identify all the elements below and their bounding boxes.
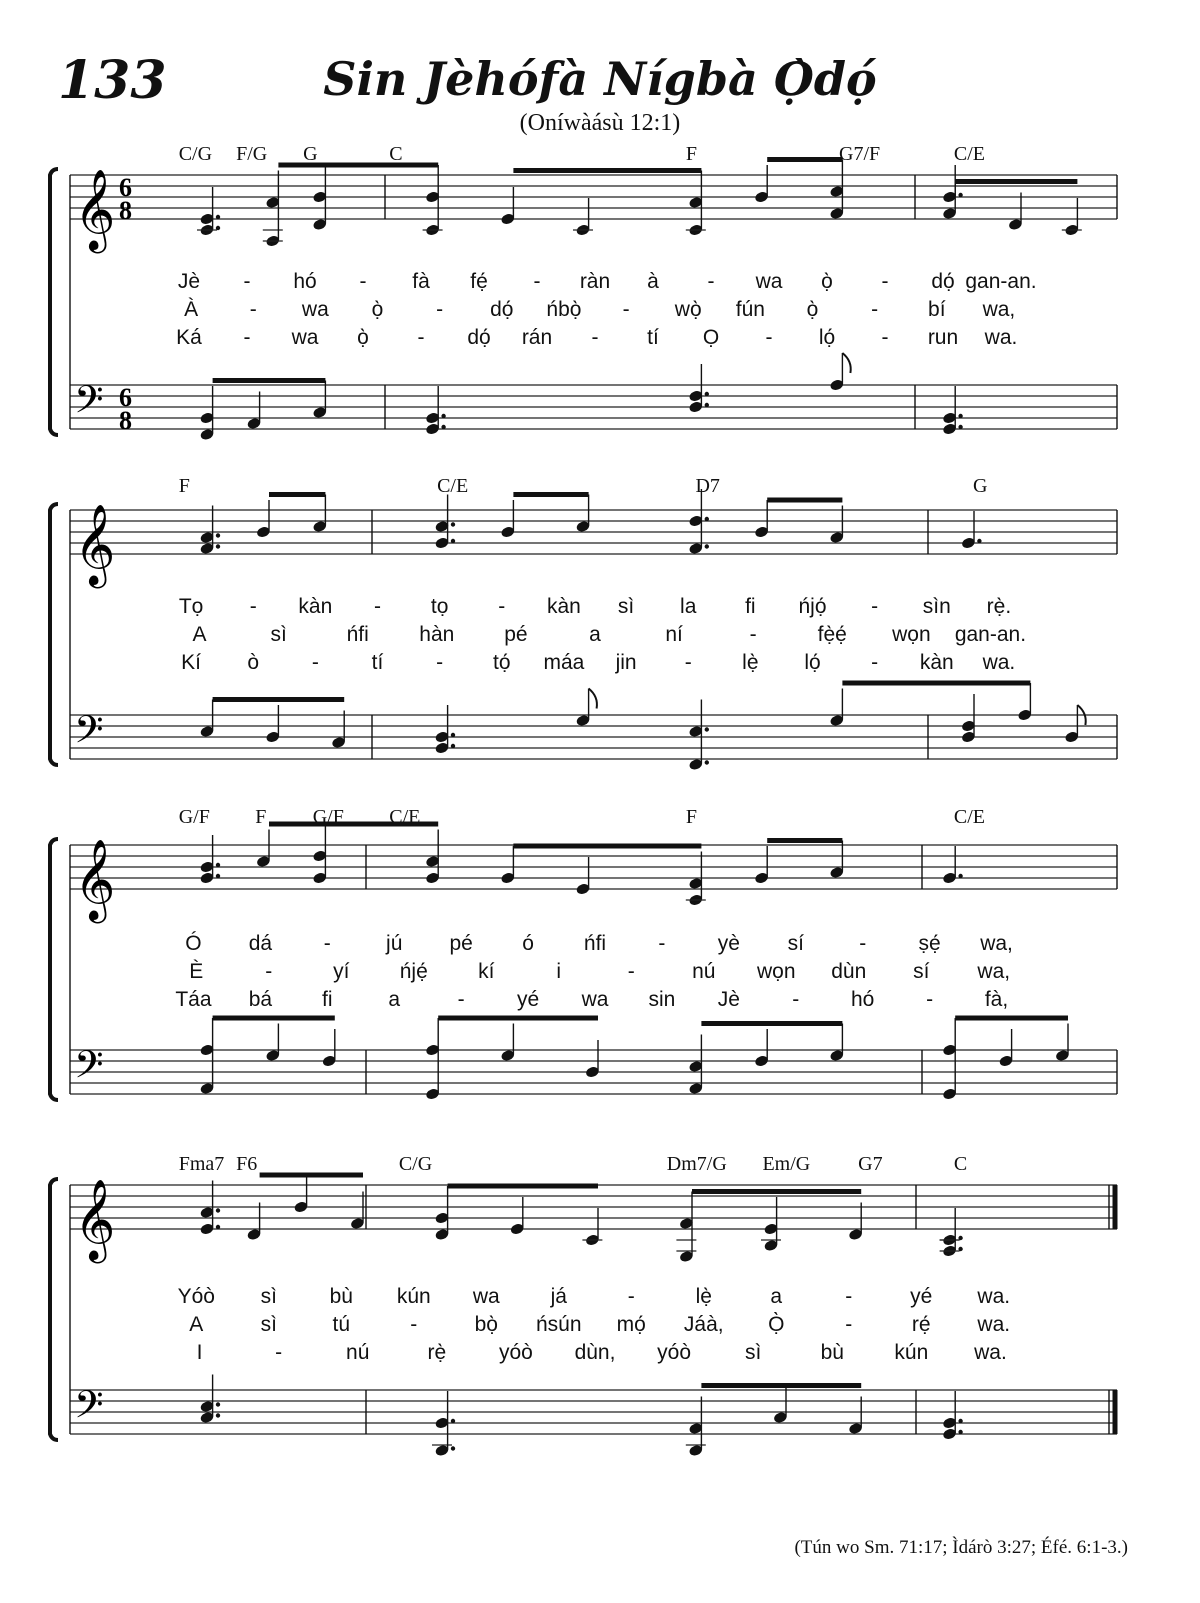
treble-note-dot (216, 533, 220, 537)
lyric-syllable: ọ̀ (371, 298, 384, 321)
lyric-syllable: - (845, 1313, 853, 1336)
bass-note-dot (705, 727, 709, 731)
bass-note-dot (441, 425, 445, 429)
lyric-syllable: yóò (657, 1341, 692, 1364)
lyric-syllable: fún (735, 298, 765, 321)
chord-symbol: G7 (858, 1153, 883, 1175)
lyric-syllable: jú (386, 932, 403, 955)
lyric-syllable: - (275, 1341, 283, 1364)
lyric-syllable: ràn (579, 270, 611, 293)
chord-symbol: C/G (398, 1153, 433, 1175)
hymn-scripture-reference: (Oníwàásù 12:1) (519, 110, 681, 136)
lyric-syllable: máa (543, 651, 585, 674)
lyric-syllable: nú (692, 960, 716, 983)
lyric-syllable: wọn (892, 623, 931, 646)
lyric-syllable: dọ́ (490, 298, 514, 321)
chord-symbol: C/E (389, 806, 421, 828)
bass-clef-icon: 𝄢 (74, 377, 104, 431)
lyric-syllable: sìn (922, 595, 951, 618)
chord-symbol: C/E (953, 143, 986, 165)
treble-note-dot (451, 522, 455, 526)
lyric-syllable: - (658, 932, 666, 955)
lyric-syllable: sì (260, 1285, 277, 1308)
lyric-syllable: tú (332, 1313, 351, 1336)
lyric-syllable: tọ́ (493, 651, 511, 674)
lyric-syllable: wa (472, 1285, 500, 1308)
system-bracket (50, 169, 58, 435)
lyric-syllable: fẹ̀ẹ́ (817, 623, 847, 646)
lyric-syllable: - (749, 623, 757, 646)
lyric-syllable: wa. (974, 1341, 1007, 1364)
lyric-syllable: wọn (756, 960, 796, 983)
lyric-syllable: ọ̀ (806, 298, 819, 321)
lyric-syllable: rẹ̀ (427, 1341, 447, 1364)
treble-note-dot (705, 517, 709, 521)
lyric-syllable: já (550, 1285, 567, 1308)
treble-note-dot (216, 1208, 220, 1212)
lyric-syllable: yè (717, 932, 740, 955)
lyric-syllable: gan-an. (954, 623, 1027, 646)
lyric-syllable: - (457, 988, 465, 1011)
lyric-syllable: rẹ̀. (986, 595, 1012, 618)
lyric-syllable: ńfi (583, 932, 607, 955)
lyric-syllable: bọ̀ (474, 1313, 498, 1336)
lyric-syllable: À (184, 298, 199, 321)
chord-symbol: G (303, 143, 318, 165)
lyric-syllable: wa. (977, 1285, 1011, 1308)
treble-clef-icon: 𝄞 (74, 1178, 116, 1260)
lyric-syllable: ó (522, 932, 534, 955)
lyric-syllable: ò (247, 651, 260, 674)
lyric-syllable: Jáà, (683, 1313, 724, 1336)
treble-clef-icon: 𝄞 (74, 168, 116, 250)
lyric-syllable: - (591, 326, 599, 349)
lyric-syllable: - (627, 960, 635, 983)
bass-note-dot (216, 1402, 220, 1406)
lyric-syllable: - (249, 595, 257, 618)
lyric-syllable: kàn (919, 651, 954, 674)
lyric-syllable: - (792, 988, 800, 1011)
lyric-syllable: - (265, 960, 273, 983)
system-bracket (50, 839, 58, 1100)
hymn-footer-references: (Tún wo Sm. 71:17; Ìdárò 3:27; Éfé. 6:1-3.) (794, 1537, 1128, 1558)
hymn-number: 133 (58, 50, 167, 111)
lyric-syllable: bù (820, 1341, 844, 1364)
bass-clef-icon: 𝄢 (74, 1042, 104, 1096)
lyric-syllable: pé (449, 932, 473, 955)
lyric-syllable: a (589, 623, 601, 646)
treble-clef-icon: 𝄞 (74, 838, 116, 920)
lyric-syllable: sì (270, 623, 287, 646)
lyric-syllable: sí (787, 932, 804, 955)
lyric-syllable: - (871, 595, 879, 618)
lyric-syllable: - (684, 651, 692, 674)
lyric-syllable: - (627, 1285, 635, 1308)
lyric-syllable: - (871, 298, 879, 321)
bass-note-dot (958, 1419, 962, 1423)
lyric-syllable: wa, (977, 960, 1011, 983)
treble-note-dot (958, 193, 962, 197)
bass-note-dot (705, 403, 709, 407)
lyric-syllable: I (196, 1341, 203, 1364)
lyric-syllable: - (436, 651, 444, 674)
chord-symbol: F (685, 806, 698, 828)
lyric-syllable: i (556, 960, 562, 983)
lyric-syllable: rẹ́ (911, 1313, 931, 1336)
lyric-syllable: - (622, 298, 630, 321)
lyric-syllable: - (249, 298, 257, 321)
lyric-syllable: Ọ (702, 326, 720, 349)
lyric-syllable: ọ̀ (357, 326, 369, 349)
lyric-syllable: ńjẹ́ (399, 960, 428, 983)
lyric-syllable: - (243, 326, 251, 349)
lyric-syllable: - (498, 595, 506, 618)
lyric-syllable: - (881, 270, 889, 293)
treble-note-dot (216, 1225, 220, 1229)
lyric-syllable: wa (755, 270, 783, 293)
lyric-syllable: Ó (185, 932, 202, 955)
treble-note-dot (216, 874, 220, 878)
lyric-syllable: - (323, 932, 331, 955)
lyric-syllable: dùn (831, 960, 867, 983)
lyric-syllable: ní (665, 623, 683, 646)
lyric-syllable: tí (647, 326, 659, 349)
lyric-syllable: dá (248, 932, 273, 955)
chord-symbol: G/F (178, 806, 210, 828)
lyric-syllable: lẹ̀ (742, 651, 759, 674)
lyric-syllable: la (680, 595, 697, 618)
lyric-syllable: Ọ̀ (768, 1313, 785, 1336)
lyric-syllable: sì (260, 1313, 277, 1336)
lyric-syllable: ọ̀ (821, 270, 833, 293)
treble-time-signature-bottom: 8 (119, 196, 132, 225)
lyric-syllable: tọ (430, 595, 449, 618)
lyric-syllable: wa, (982, 298, 1016, 321)
lyric-syllable: dùn, (574, 1341, 616, 1364)
lyric-syllable: - (926, 988, 934, 1011)
lyric-syllable: hó (293, 270, 317, 293)
lyric-syllable: - (845, 1285, 853, 1308)
lyric-syllable: ńjọ́ (798, 595, 827, 618)
lyric-syllable: sì (745, 1341, 762, 1364)
lyric-syllable: wa (291, 326, 319, 349)
chord-symbol: G (973, 475, 988, 497)
lyric-syllable: - (533, 270, 541, 293)
lyric-syllable: - (417, 326, 425, 349)
lyric-syllable: yóò (498, 1341, 533, 1364)
bass-clef-icon: 𝄢 (74, 1382, 104, 1436)
treble-note-dot (958, 874, 962, 878)
lyric-syllable: - (311, 651, 319, 674)
treble-note-dot (705, 544, 709, 548)
chord-symbol: Fma7 (178, 1153, 225, 1175)
chord-symbol: Em/G (762, 1153, 811, 1175)
bass-note-dot (216, 1413, 220, 1417)
lyric-syllable: Tọ (178, 595, 204, 618)
lyric-syllable: kún (894, 1341, 929, 1364)
bass-note-dot (705, 760, 709, 764)
bass-note-dot (958, 425, 962, 429)
treble-note-dot (216, 544, 220, 548)
lyric-syllable: A (192, 623, 207, 646)
lyric-syllable: wa. (982, 651, 1016, 674)
bass-note-flag (589, 689, 597, 709)
treble-note-dot (958, 1247, 962, 1251)
treble-clef-icon: 𝄞 (74, 503, 116, 585)
treble-note-dot (216, 863, 220, 867)
treble-note-dot (216, 226, 220, 230)
chord-symbol: C/E (437, 475, 469, 497)
lyric-syllable: ńbọ̀ (546, 298, 582, 321)
lyric-syllable: fi (745, 595, 756, 618)
lyric-syllable: bí (928, 298, 946, 321)
bass-time-signature-top: 6 (119, 383, 132, 412)
lyric-syllable: fẹ́ (470, 270, 488, 293)
bass-note-flag (842, 353, 850, 373)
lyric-syllable: wa. (977, 1313, 1011, 1336)
lyric-syllable: Táa (175, 988, 212, 1011)
lyric-syllable: fà, (984, 988, 1009, 1011)
lyric-syllable: kún (396, 1285, 431, 1308)
chord-symbol: F/G (236, 143, 268, 165)
bass-note-dot (451, 1419, 455, 1423)
lyric-syllable: sì (617, 595, 635, 618)
lyric-syllable: kí (478, 960, 495, 983)
lyric-syllable: nú (346, 1341, 370, 1364)
lyric-syllable: jin (615, 651, 637, 674)
lyric-syllable: ńsún (535, 1313, 582, 1336)
chord-symbol: C (389, 143, 403, 165)
lyric-syllable: yé (516, 988, 540, 1011)
lyric-syllable: Jè (717, 988, 740, 1011)
lyric-syllable: hàn (419, 623, 455, 646)
lyric-syllable: ṣẹ́ (918, 932, 941, 955)
treble-note-dot (216, 215, 220, 219)
chord-symbol: Dm7/G (666, 1153, 727, 1175)
lyric-syllable: sí (913, 960, 930, 983)
lyric-syllable: ńfi (346, 623, 369, 646)
lyric-syllable: - (243, 270, 251, 293)
lyric-syllable: - (374, 595, 381, 618)
lyric-syllable: Ká (176, 326, 202, 349)
lyric-syllable: fi (322, 988, 333, 1011)
lyric-syllable: wa, (980, 932, 1013, 955)
lyric-syllable: - (359, 270, 367, 293)
lyric-syllable: wa (581, 988, 609, 1011)
chord-symbol: D7 (695, 475, 720, 497)
chord-symbol: C/E (953, 806, 986, 828)
chord-symbol: G7/F (839, 143, 881, 165)
chord-symbol: F (685, 143, 698, 165)
lyric-syllable: kàn (546, 595, 581, 618)
system-bracket (50, 504, 58, 765)
chord-symbol: C (953, 1153, 968, 1175)
lyric-syllable: wa. (984, 326, 1018, 349)
lyric-syllable: wa (301, 298, 329, 321)
treble-note-dot (451, 539, 455, 543)
lyric-syllable: - (859, 932, 867, 955)
chord-symbol: G/F (312, 806, 344, 828)
bass-note-dot (451, 733, 455, 737)
lyric-syllable: sin (648, 988, 676, 1011)
bass-note-dot (451, 1446, 455, 1450)
lyric-syllable: mọ́ (616, 1313, 646, 1336)
bass-note-dot (705, 392, 709, 396)
lyric-syllable: dọ́ (467, 326, 491, 349)
chord-symbol: C/G (178, 143, 213, 165)
lyric-syllable: fà (412, 270, 430, 293)
lyric-syllable: - (881, 326, 889, 349)
bass-note-dot (451, 744, 455, 748)
bass-note-dot (958, 414, 962, 418)
lyric-syllable: lẹ̀ (695, 1285, 712, 1308)
lyric-syllable: hó (851, 988, 875, 1011)
lyric-syllable: A (189, 1313, 204, 1336)
bass-time-signature-bottom: 8 (119, 406, 132, 435)
chord-symbol: F6 (236, 1153, 258, 1175)
lyric-syllable: yí (333, 960, 350, 983)
lyric-syllable: kàn (298, 595, 333, 618)
lyric-syllable: tí (371, 651, 384, 674)
treble-time-signature-top: 6 (119, 173, 132, 202)
bass-note-dot (958, 1430, 962, 1434)
chord-symbol: F (255, 806, 267, 828)
lyric-syllable: run (927, 326, 959, 349)
lyric-syllable: Jè (177, 270, 201, 293)
lyric-syllable: È (189, 960, 204, 983)
lyric-syllable: pé (504, 623, 528, 646)
lyric-syllable: rán (521, 326, 553, 349)
hymn-title: Sin Jèhófà Nígbà Ọ̀dọ́ (323, 52, 877, 106)
bass-clef-icon: 𝄢 (74, 707, 104, 761)
lyric-syllable: wọ̀ (674, 298, 702, 321)
lyric-syllable: gan-an. (965, 270, 1037, 293)
bass-note-dot (441, 414, 445, 418)
system-bracket (50, 1179, 58, 1440)
lyric-syllable: bù (329, 1285, 353, 1308)
lyric-syllable: Kí (181, 651, 201, 674)
lyric-syllable: - (871, 651, 879, 674)
lyric-syllable: dọ́ (931, 270, 955, 293)
lyric-syllable: a (388, 988, 401, 1011)
lyric-syllable: - (707, 270, 715, 293)
lyric-syllable: Yóò (177, 1285, 215, 1308)
chord-symbol: F (178, 475, 190, 497)
lyric-syllable: lọ́ (818, 326, 836, 349)
lyric-syllable: a (770, 1285, 783, 1308)
lyric-syllable: bá (248, 988, 273, 1011)
lyric-syllable: - (765, 326, 773, 349)
lyric-syllable: lọ́ (804, 651, 821, 674)
lyric-syllable: yé (910, 1285, 933, 1308)
lyric-syllable: - (436, 298, 444, 321)
treble-note-dot (977, 539, 981, 543)
lyric-syllable: - (410, 1313, 418, 1336)
lyric-syllable: à (647, 270, 659, 293)
